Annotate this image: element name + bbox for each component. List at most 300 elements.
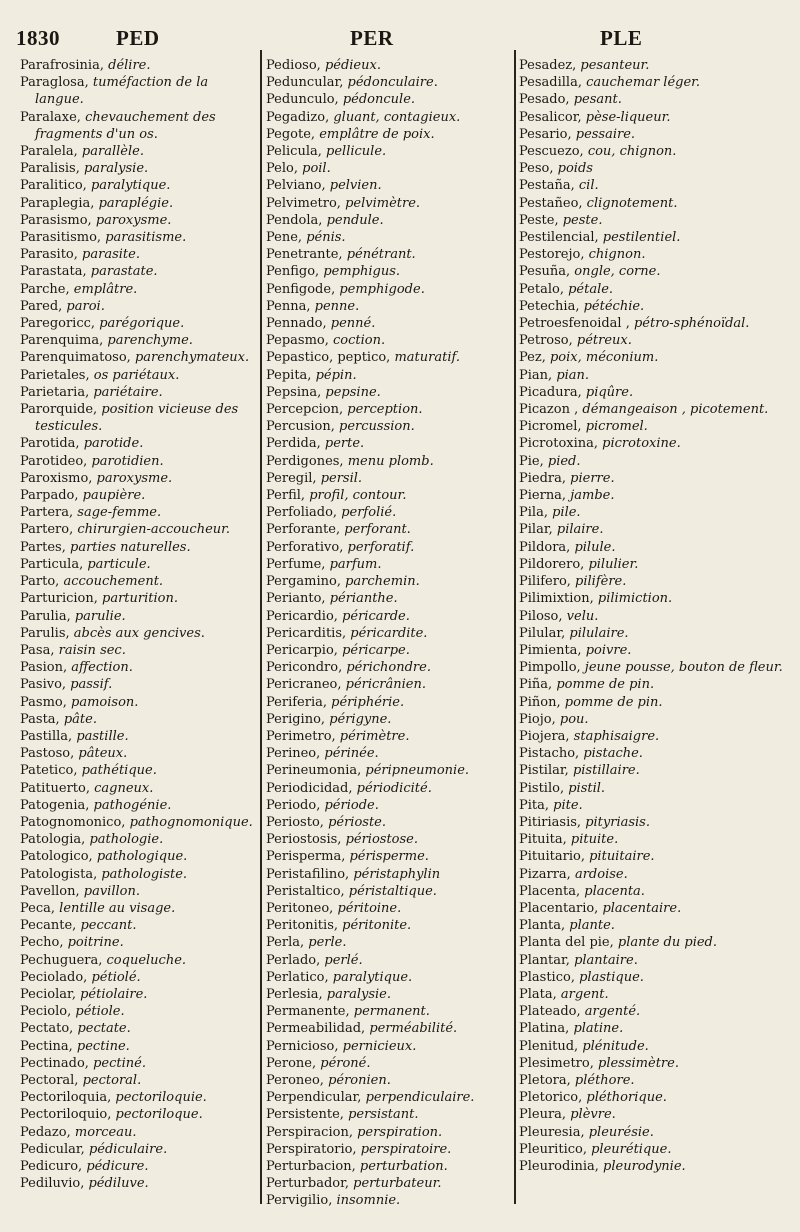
entry-translation: perturbateur. bbox=[353, 1176, 442, 1192]
dictionary-entry bbox=[266, 453, 510, 470]
dictionary-entry bbox=[266, 263, 510, 280]
dictionary-entry bbox=[519, 1124, 791, 1141]
entry-translation: parturition. bbox=[102, 591, 178, 607]
entry-translation: cou, chignon. bbox=[587, 144, 677, 160]
entry-headword: Picrotoxina, bbox=[519, 436, 599, 452]
entry-headword: Peregil, bbox=[266, 470, 317, 486]
entry-translation: pectoriloquie. bbox=[115, 1090, 207, 1106]
entry-headword: Pedunculo, bbox=[266, 92, 339, 108]
entry-translation: pellicule. bbox=[326, 144, 387, 160]
entry-headword: Perineo, bbox=[266, 746, 321, 762]
entry-translation: péricardite. bbox=[350, 625, 428, 641]
entry-translation: pituite. bbox=[570, 832, 619, 848]
entry-headword: Perlado, bbox=[266, 952, 321, 968]
entry-translation: passif. bbox=[70, 677, 113, 693]
dictionary-entry bbox=[519, 728, 791, 745]
entry-translation: pile. bbox=[552, 505, 581, 521]
entry-headword: Peritoneo, bbox=[266, 900, 334, 916]
dictionary-entry bbox=[20, 177, 254, 194]
entry-translation: pite. bbox=[553, 797, 583, 813]
entry-headword: Pitiriasis, bbox=[519, 814, 582, 830]
entry-translation: sage-femme. bbox=[77, 505, 162, 521]
entry-translation: profil, contour. bbox=[309, 488, 407, 504]
dictionary-entry bbox=[266, 883, 510, 900]
entry-headword: Paraplegia, bbox=[20, 195, 95, 211]
dictionary-entry bbox=[20, 934, 254, 951]
entry-translation: maturatif. bbox=[394, 350, 460, 366]
dictionary-entry bbox=[266, 934, 510, 951]
entry-translation: ongle, corne. bbox=[574, 264, 661, 280]
entry-headword: Parulia, bbox=[20, 608, 71, 624]
entry-translation: parastate. bbox=[90, 264, 158, 280]
entry-translation: insomnie. bbox=[336, 1193, 401, 1209]
entry-translation: pilulier. bbox=[588, 556, 639, 572]
entry-translation: ardoise. bbox=[574, 866, 628, 882]
entry-translation: parasitisme. bbox=[105, 230, 187, 246]
entry-translation: parulie. bbox=[74, 608, 126, 624]
entry-headword: Pestaña, bbox=[519, 178, 575, 194]
entry-translation: paraplégie. bbox=[98, 195, 174, 211]
dictionary-entry bbox=[519, 435, 791, 452]
entry-translation: emplâtre. bbox=[73, 281, 138, 297]
entry-translation: pesanteur. bbox=[580, 58, 650, 73]
entry-translation: périmètre. bbox=[339, 728, 410, 744]
entry-headword: Periostosis, bbox=[266, 832, 342, 848]
dictionary-entry bbox=[519, 349, 791, 366]
entry-translation: péricrânien. bbox=[345, 677, 427, 693]
dictionary-entry bbox=[266, 556, 510, 573]
entry-translation: perlé. bbox=[324, 952, 363, 968]
entry-translation: pomme de pin. bbox=[556, 677, 655, 693]
dictionary-entry bbox=[20, 694, 254, 711]
entry-translation: pédicure. bbox=[86, 1159, 149, 1174]
entry-translation: délire. bbox=[108, 58, 151, 73]
entry-headword: Peroneo, bbox=[266, 1072, 324, 1088]
entry-translation: pestilentiel. bbox=[602, 230, 681, 246]
dictionary-entry bbox=[519, 1038, 791, 1055]
entry-headword: Pian, bbox=[519, 367, 553, 383]
entry-translation: pétale. bbox=[568, 281, 614, 297]
entry-translation: coction. bbox=[333, 333, 386, 349]
dictionary-entry bbox=[519, 1089, 791, 1106]
entry-translation: pemphigode. bbox=[339, 281, 425, 297]
entry-headword: Parietales, bbox=[20, 367, 90, 383]
entry-headword: Petroesfenoidal , bbox=[519, 316, 630, 332]
entry-headword: Pechuguera, bbox=[20, 952, 103, 968]
entry-translation: pistillaire. bbox=[572, 763, 640, 779]
entry-translation: parasite. bbox=[82, 247, 140, 263]
dictionary-entry bbox=[266, 728, 510, 745]
entry-translation: morceau. bbox=[74, 1124, 137, 1140]
entry-headword: Pene, bbox=[266, 230, 303, 246]
entry-headword: Pez, bbox=[519, 350, 546, 366]
dictionary-entry bbox=[266, 367, 510, 384]
guide-word-left: PED bbox=[116, 26, 160, 50]
entry-headword: Patologista, bbox=[20, 866, 98, 882]
entry-translation: pityriasis. bbox=[585, 814, 650, 830]
dictionary-entry bbox=[519, 900, 791, 917]
entry-translation: poil. bbox=[302, 161, 331, 177]
entry-headword: Pesadez, bbox=[519, 58, 577, 73]
entry-headword: Pasa, bbox=[20, 642, 55, 658]
dictionary-entry bbox=[266, 1106, 510, 1123]
dictionary-entry bbox=[266, 487, 510, 504]
entry-translation: clignotement. bbox=[586, 195, 678, 211]
entry-headword: Periodicidad, bbox=[266, 780, 353, 796]
dictionary-entry bbox=[20, 74, 254, 108]
entry-translation: pétro-sphénoïdal. bbox=[633, 316, 750, 332]
entry-translation: parchemin. bbox=[345, 574, 420, 590]
dictionary-entry bbox=[20, 556, 254, 573]
entry-translation: période. bbox=[324, 797, 379, 813]
entry-headword: Peste, bbox=[519, 212, 559, 228]
entry-translation: pléthorique. bbox=[586, 1090, 667, 1106]
entry-translation: paralytique. bbox=[90, 178, 171, 194]
dictionary-entry bbox=[519, 762, 791, 779]
dictionary-entry bbox=[20, 298, 254, 315]
entry-translation: pilifère. bbox=[575, 574, 627, 590]
entry-headword: Persistente, bbox=[266, 1107, 344, 1123]
dictionary-entry bbox=[519, 332, 791, 349]
entry-translation: pétiole. bbox=[75, 1004, 125, 1020]
entry-headword: Permeabilidad, bbox=[266, 1021, 366, 1037]
entry-translation: pétreux. bbox=[576, 333, 632, 349]
entry-headword: Pesuña, bbox=[519, 264, 571, 280]
entry-headword: Paralisis, bbox=[20, 161, 80, 177]
dictionary-entry bbox=[266, 91, 510, 108]
entry-headword: Pasivo, bbox=[20, 677, 67, 693]
dictionary-entry bbox=[266, 109, 510, 126]
entry-headword: Platina, bbox=[519, 1021, 570, 1037]
dictionary-entry bbox=[20, 883, 254, 900]
entry-headword: Plateado, bbox=[519, 1004, 581, 1020]
entry-headword: Perspiratorio, bbox=[266, 1141, 357, 1157]
dictionary-entry bbox=[519, 934, 791, 951]
dictionary-entry bbox=[20, 1175, 254, 1192]
dictionary-entry bbox=[519, 831, 791, 848]
entry-translation: abcès aux gencives. bbox=[73, 625, 205, 641]
dictionary-entry bbox=[519, 969, 791, 986]
dictionary-entry bbox=[20, 367, 254, 384]
dictionary-entry bbox=[20, 521, 254, 538]
entry-translation: pistil. bbox=[568, 780, 606, 796]
entry-translation: pectate. bbox=[77, 1021, 131, 1037]
dictionary-entry bbox=[266, 229, 510, 246]
entry-headword: Paralela, bbox=[20, 144, 78, 160]
entry-translation: pétiolé. bbox=[91, 969, 141, 985]
entry-headword: Parche, bbox=[20, 281, 70, 297]
entry-translation: plante. bbox=[569, 918, 615, 934]
dictionary-entry bbox=[266, 831, 510, 848]
entry-translation: picromel. bbox=[585, 419, 648, 435]
entry-translation: velu. bbox=[566, 608, 599, 624]
entry-headword: Perforante, bbox=[266, 522, 341, 538]
entry-headword: Planta, bbox=[519, 918, 566, 934]
entry-headword: Pilar, bbox=[519, 522, 553, 538]
dictionary-entry bbox=[519, 676, 791, 693]
entry-headword: Patetico, bbox=[20, 763, 78, 779]
entry-translation: picrotoxine. bbox=[602, 436, 681, 452]
entry-translation: parties naturelles. bbox=[70, 539, 191, 555]
entry-translation: pathologiste. bbox=[101, 866, 188, 882]
dictionary-entry bbox=[266, 281, 510, 298]
entry-headword: Penfigo, bbox=[266, 264, 320, 280]
dictionary-entry bbox=[20, 1003, 254, 1020]
entry-translation: pesant. bbox=[573, 92, 622, 108]
dictionary-entry bbox=[20, 401, 254, 435]
entry-headword: Perone, bbox=[266, 1055, 317, 1071]
entry-translation: argent. bbox=[560, 986, 609, 1002]
dictionary-entry bbox=[266, 298, 510, 315]
entry-translation: paroxysme. bbox=[95, 212, 172, 228]
dictionary-entry bbox=[519, 91, 791, 108]
entry-headword: Pernicioso, bbox=[266, 1038, 339, 1054]
entry-headword: Pistilo, bbox=[519, 780, 565, 796]
entry-headword: Pesalicor, bbox=[519, 109, 582, 125]
entry-translation: tuméfaction de la langue. bbox=[35, 75, 209, 108]
dictionary-entry bbox=[519, 229, 791, 246]
entry-translation: péristaltique. bbox=[348, 883, 437, 899]
dictionary-entry bbox=[266, 659, 510, 676]
dictionary-entry bbox=[20, 332, 254, 349]
entry-headword: Perfoliado, bbox=[266, 505, 338, 521]
entries-column-center bbox=[266, 57, 510, 1210]
entry-headword: Pedazo, bbox=[20, 1124, 71, 1140]
entry-translation: perspiration. bbox=[357, 1124, 443, 1140]
dictionary-entry bbox=[519, 917, 791, 934]
dictionary-entry bbox=[266, 848, 510, 865]
entry-headword: Pesadilla, bbox=[519, 75, 582, 91]
dictionary-entry bbox=[519, 418, 791, 435]
entry-translation: pédiluve. bbox=[88, 1176, 149, 1192]
entry-translation: perfolié. bbox=[341, 505, 397, 521]
entry-headword: Parotida, bbox=[20, 436, 80, 452]
dictionary-entry bbox=[519, 797, 791, 814]
dictionary-entry bbox=[266, 126, 510, 143]
dictionary-entry bbox=[519, 848, 791, 865]
entry-translation: pituitaire. bbox=[589, 849, 655, 865]
dictionary-entry bbox=[266, 917, 510, 934]
dictionary-entry bbox=[519, 246, 791, 263]
dictionary-entry bbox=[266, 435, 510, 452]
dictionary-entry bbox=[519, 74, 791, 91]
entry-headword: Pelvimetro, bbox=[266, 195, 341, 211]
entry-translation: plastique. bbox=[579, 969, 644, 985]
entry-translation: péripneumonie. bbox=[365, 763, 470, 779]
entry-translation: péritonite. bbox=[342, 918, 412, 934]
entry-headword: Pepita, bbox=[266, 367, 312, 383]
dictionary-entry bbox=[266, 349, 510, 366]
entry-translation: pendule. bbox=[326, 212, 384, 228]
entry-translation: pessaire. bbox=[575, 126, 636, 142]
entry-translation: pleurodynie. bbox=[603, 1159, 686, 1174]
entry-translation: périgyne. bbox=[329, 711, 392, 727]
entry-headword: Peristafilino, bbox=[266, 866, 350, 882]
entry-headword: Pescuezo, bbox=[519, 144, 584, 160]
entry-headword: Parorquide, bbox=[20, 402, 98, 418]
entry-headword: Pericondro, bbox=[266, 660, 343, 676]
entry-translation: périoste. bbox=[328, 814, 386, 830]
entry-headword: Pildora, bbox=[519, 539, 571, 555]
dictionary-entry bbox=[20, 900, 254, 917]
entry-headword: Pericraneo, bbox=[266, 677, 342, 693]
dictionary-entry bbox=[519, 470, 791, 487]
entry-headword: Paregoricc, bbox=[20, 316, 96, 332]
entry-headword: Peca, bbox=[20, 900, 56, 916]
entry-translation: persil. bbox=[320, 470, 363, 486]
entry-translation: perforant. bbox=[344, 522, 411, 538]
dictionary-entry bbox=[20, 659, 254, 676]
entry-translation: pied. bbox=[547, 453, 581, 469]
entry-headword: Pasion, bbox=[20, 660, 68, 676]
dictionary-entry bbox=[519, 263, 791, 280]
dictionary-entry bbox=[519, 212, 791, 229]
entry-headword: Placenta, bbox=[519, 883, 581, 899]
dictionary-entry bbox=[519, 177, 791, 194]
dictionary-entry bbox=[20, 625, 254, 642]
entry-headword: Parastata, bbox=[20, 264, 87, 280]
entry-translation: pleurésie. bbox=[588, 1124, 654, 1140]
entry-translation: pian. bbox=[556, 367, 590, 383]
dictionary-entry bbox=[20, 711, 254, 728]
dictionary-entry bbox=[519, 814, 791, 831]
entry-translation: parégorique. bbox=[99, 316, 185, 332]
entry-translation: chignon. bbox=[588, 247, 646, 263]
entry-translation: piqûre. bbox=[585, 384, 634, 400]
entry-headword: Partero, bbox=[20, 522, 74, 538]
dictionary-entry bbox=[20, 435, 254, 452]
entry-translation: pénétrant. bbox=[346, 247, 416, 263]
entries-column-left bbox=[20, 57, 254, 1192]
dictionary-entry bbox=[20, 969, 254, 986]
entry-translation: périostose. bbox=[345, 832, 418, 848]
entry-headword: Parpado, bbox=[20, 488, 79, 504]
entry-headword: Peciolado, bbox=[20, 969, 88, 985]
entry-headword: Pelviano, bbox=[266, 178, 326, 194]
entry-translation: démangeaison , picotement. bbox=[582, 402, 769, 418]
entry-translation: poitrine. bbox=[67, 935, 124, 951]
entry-headword: Pared, bbox=[20, 298, 63, 314]
dictionary-entry bbox=[519, 625, 791, 642]
entry-headword: Pleurodinia, bbox=[519, 1159, 599, 1174]
dictionary-entry bbox=[20, 1141, 254, 1158]
entry-translation: parotide. bbox=[83, 436, 144, 452]
dictionary-entry bbox=[20, 952, 254, 969]
entry-headword: Planta del pie, bbox=[519, 935, 614, 951]
dictionary-entry bbox=[266, 711, 510, 728]
dictionary-entry bbox=[20, 315, 254, 332]
entry-translation: chirurgien-accoucheur. bbox=[77, 522, 231, 538]
dictionary-entry bbox=[266, 642, 510, 659]
dictionary-entry bbox=[519, 315, 791, 332]
dictionary-entry bbox=[266, 1003, 510, 1020]
entry-headword: Pedicular, bbox=[20, 1141, 85, 1157]
dictionary-entry bbox=[20, 642, 254, 659]
entry-headword: Picazon , bbox=[519, 402, 579, 418]
dictionary-entry bbox=[20, 676, 254, 693]
entry-headword: Pesado, bbox=[519, 92, 570, 108]
entry-headword: Perpendicular, bbox=[266, 1090, 362, 1106]
entry-headword: Percusion, bbox=[266, 419, 335, 435]
entry-headword: Parasismo, bbox=[20, 212, 92, 228]
entry-headword: Pesario, bbox=[519, 126, 572, 142]
entry-translation: pectiné. bbox=[93, 1055, 146, 1071]
dictionary-entry bbox=[20, 1089, 254, 1106]
entry-headword: Piña, bbox=[519, 677, 553, 693]
dictionary-entry bbox=[519, 1020, 791, 1037]
dictionary-entry bbox=[20, 608, 254, 625]
entry-headword: Pie, bbox=[519, 453, 544, 469]
dictionary-entry bbox=[20, 780, 254, 797]
entry-headword: Piojo, bbox=[519, 711, 556, 727]
dictionary-entry bbox=[266, 143, 510, 160]
dictionary-entry bbox=[266, 539, 510, 556]
entry-headword: Pistacho, bbox=[519, 746, 580, 762]
entry-translation: poids bbox=[557, 161, 593, 177]
entry-headword: Pectoriloquio, bbox=[20, 1107, 112, 1123]
entry-headword: Parietaria, bbox=[20, 384, 90, 400]
entry-headword: Permanente, bbox=[266, 1004, 350, 1020]
dictionary-entry bbox=[266, 762, 510, 779]
entry-translation: chevauchement des fragments d'un os. bbox=[35, 109, 216, 142]
entry-headword: Peciolar, bbox=[20, 986, 76, 1002]
dictionary-entry bbox=[519, 866, 791, 883]
column-divider-right bbox=[514, 50, 516, 1204]
dictionary-entry bbox=[20, 57, 254, 74]
entry-headword: Pectina, bbox=[20, 1038, 73, 1054]
dictionary-entry bbox=[266, 866, 510, 883]
entry-translation: cagneux. bbox=[94, 780, 154, 796]
entry-headword: Pectoral, bbox=[20, 1072, 79, 1088]
entry-headword: Parulis, bbox=[20, 625, 70, 641]
dictionary-entry bbox=[266, 1124, 510, 1141]
entry-translation: platine. bbox=[573, 1021, 624, 1037]
entry-translation: pétéchie. bbox=[583, 298, 645, 314]
entry-headword: Paralaxe, bbox=[20, 109, 81, 125]
entry-headword: Parenquima, bbox=[20, 333, 104, 349]
dictionary-entry bbox=[266, 401, 510, 418]
entry-headword: Penfigode, bbox=[266, 281, 336, 297]
entry-headword: Pasta, bbox=[20, 711, 60, 727]
entry-headword: Pericarditis, bbox=[266, 625, 347, 641]
entry-headword: Pendola, bbox=[266, 212, 323, 228]
entry-headword: Perlesia, bbox=[266, 986, 323, 1002]
entry-headword: Parasito, bbox=[20, 247, 78, 263]
dictionary-entry bbox=[20, 1072, 254, 1089]
entry-translation: jeune pousse, bouton de fleur. bbox=[584, 660, 783, 676]
entry-headword: Parafrosinia, bbox=[20, 58, 104, 73]
entry-translation: pathologique. bbox=[96, 849, 188, 865]
dictionary-entry bbox=[266, 1175, 510, 1192]
dictionary-entry bbox=[266, 160, 510, 177]
entry-headword: Pepsina, bbox=[266, 384, 322, 400]
dictionary-entry bbox=[519, 642, 791, 659]
entry-translation: cauchemar léger. bbox=[586, 75, 701, 91]
entry-headword: Perfume, bbox=[266, 556, 326, 572]
dictionary-entry bbox=[20, 745, 254, 762]
entry-translation: pectine. bbox=[76, 1038, 130, 1054]
entry-headword: Pastilla, bbox=[20, 728, 73, 744]
entry-translation: périchondre. bbox=[346, 660, 431, 676]
entry-translation: permanent. bbox=[353, 1004, 430, 1020]
entry-headword: Particula, bbox=[20, 556, 84, 572]
dictionary-entry bbox=[266, 1020, 510, 1037]
entry-translation: emplâtre de poix. bbox=[319, 126, 435, 142]
dictionary-entry bbox=[20, 986, 254, 1003]
entry-headword: Pimienta, bbox=[519, 642, 582, 658]
entry-translation: paroxysme. bbox=[96, 470, 173, 486]
entry-headword: Parto, bbox=[20, 574, 60, 590]
